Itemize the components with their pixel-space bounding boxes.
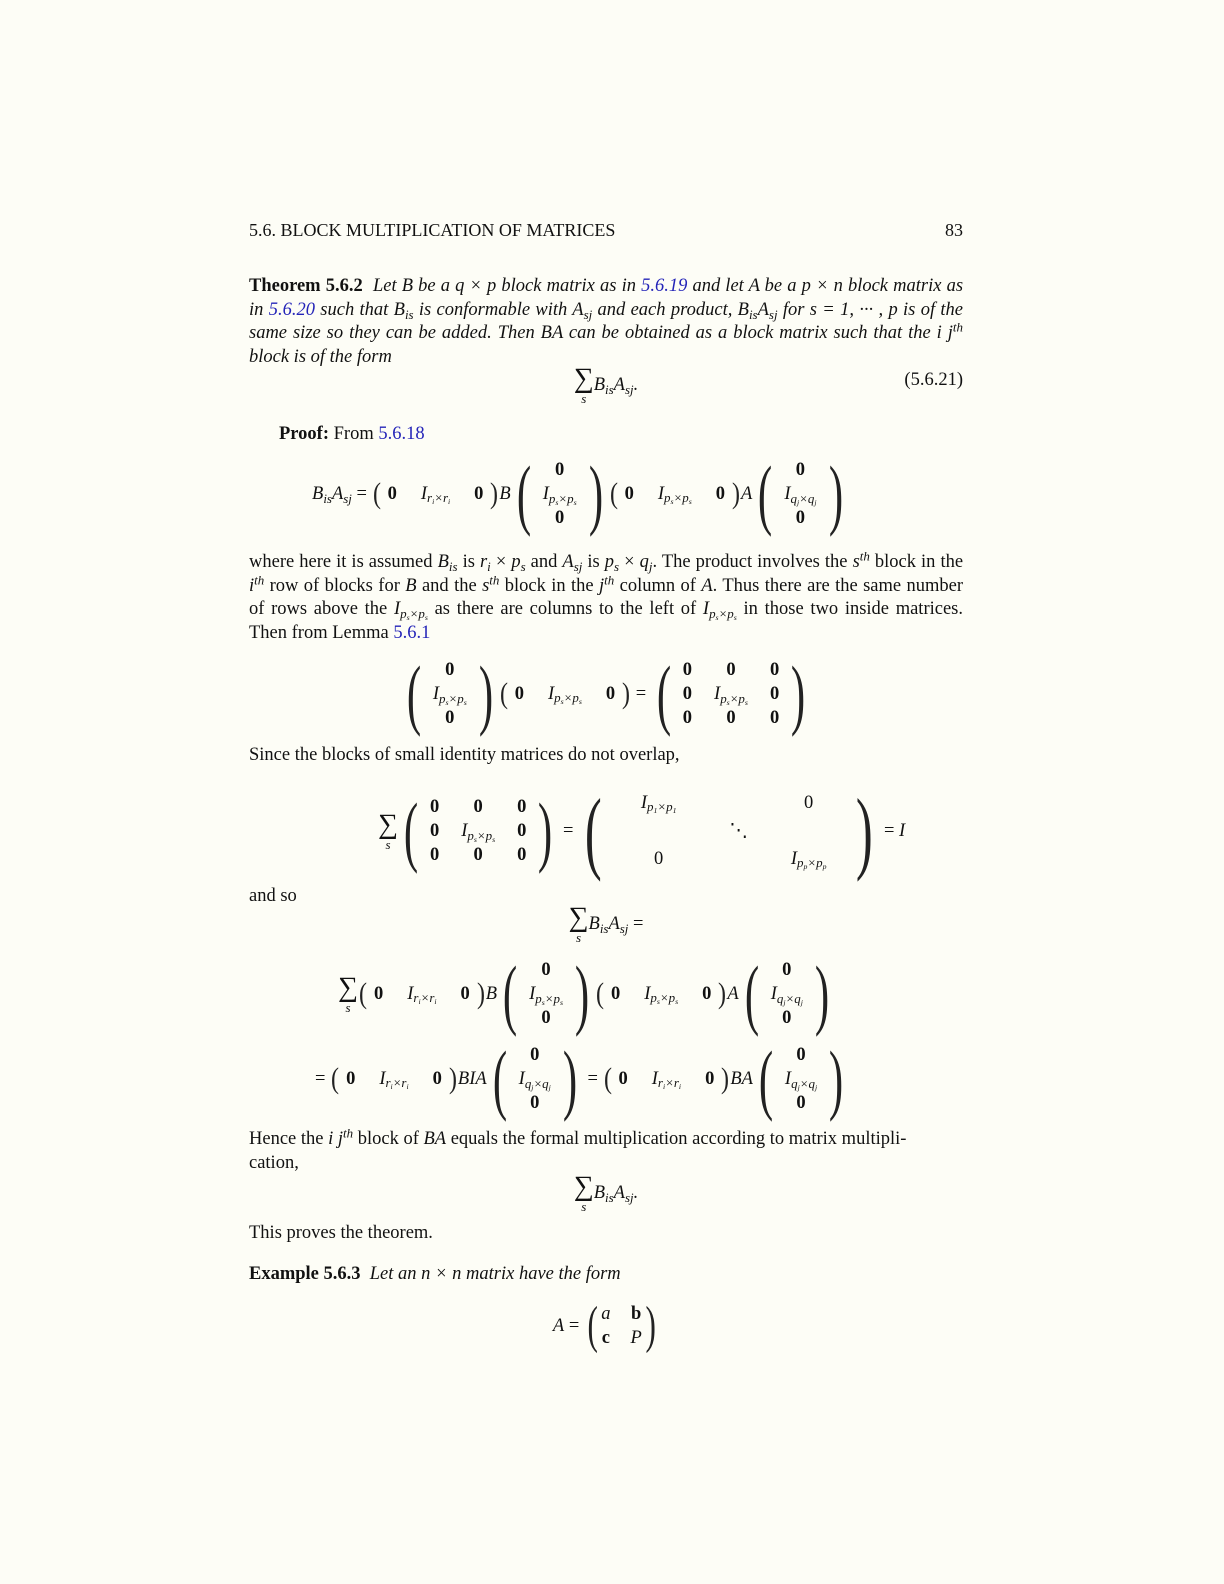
- equation-number: (5.6.21): [904, 370, 963, 390]
- equation-proof-3: = ( 0 $I_{ri\times ri}$ 0 ) BIA ( 0 $I_{qj\times qj}$ 0 ) = ( 0 $I_{ri\times ri}$ 0 ) BA ( 0 $I_{qj\times qj}$ 0 ): [315, 1035, 844, 1122]
- paragraph-and-so: and so: [249, 886, 297, 906]
- proof-line: Proof: From 5.6.18: [279, 424, 425, 444]
- running-header: [249, 220, 963, 241]
- equation-proof-2: ∑ s ( 0 $I_{ri\times ri}$ 0 ) B ( 0 $I_{ps\times ps}$ 0 ) ( 0 $I_{ps\times ps}$ 0 ) A ( 0 $I_{qj\times qj}$ 0 ): [338, 950, 830, 1037]
- equation-proof-1: $B_{is}A_{sj}$ = ( 0 $I_{ri\times ri}$ 0 ) B ( 0 $I_{ps\times ps}$ 0 ) ( 0 $I_{ps\times ps}$ 0 ) A ( 0 $I_{qj\times qj}$ 0 ): [312, 450, 843, 537]
- ref-5-6-20[interactable]: 5.6.20: [268, 299, 315, 320]
- ref-lemma-5-6-1[interactable]: 5.6.1: [393, 622, 431, 643]
- equation-sum-start: ∑ s $B_{is}A_{sj}$ =: [568, 902, 644, 945]
- equation-sum-final: ∑ s $B_{is}A_{sj}$.: [573, 1171, 639, 1214]
- theorem-block: Theorem 5.6.2 Let B be a q × p block matrix as in 5.6.19 and let A be a p × n block matrix as in 5.6.20 such that $B_{is}$ is conformable with $A_{sj}$ and each product, $B_{is}A_{sj}$ for s = 1, ··· , p is of the same size so they can be added. Then BA can be obtained as a block matrix such that the i $j^{th}$ block is of the form: [249, 276, 964, 367]
- paragraph-no-overlap: Since the blocks of small identity matrices do not overlap,: [249, 745, 680, 765]
- example-line: Example 5.6.3 Let an n × n matrix have the form: [249, 1264, 621, 1284]
- equation-example-matrix: A = ( a b c P ): [552, 1297, 656, 1354]
- equation-identity-sum: ∑ s ( 0 0 0 0 $I_{ps\times ps}$ 0 0 0 0 ) = ( $I_{p1\times p1}$ 0 ⋱ 0 $I_{pp\times pp}$ ) = I: [378, 780, 906, 882]
- ref-5-6-18[interactable]: 5.6.18: [378, 424, 425, 444]
- example-label: Example 5.6.3: [249, 1264, 361, 1284]
- paragraph-hence: Hence the i $j^{th}$ block of BA equals the formal multiplication according to matrix multipli- cation,: [249, 1125, 907, 1173]
- section-title: 5.6. BLOCK MULTIPLICATION OF MATRICES: [249, 220, 616, 240]
- paragraph-assumption: where here it is assumed $B_{is}$ is $r_i \times p_s$ and $A_{sj}$ is $p_s \times q_j$. The product involves the $s^{th}$ block in the $i^{th}$ row of blocks for B and the $s^{th}$ block in the $j^{th}$ column of A. Thus there are the same number of rows above the $I_{ps\times ps}$ as there are columns to the left of $I_{ps\times ps}$ in those two inside matrices. Then from Lemma 5.6.1: [249, 548, 964, 643]
- page-number: 83: [945, 220, 963, 240]
- ref-5-6-19[interactable]: 5.6.19: [641, 276, 688, 296]
- theorem-label: Theorem 5.6.2: [249, 276, 363, 296]
- equation-5-6-21: ∑ s $B_{is}A_{sj}$. (5.6.21): [573, 363, 963, 406]
- paragraph-proves: This proves the theorem.: [249, 1223, 433, 1243]
- equation-lemma-product: ( 0 $I_{ps\times ps}$ 0 ) ( 0 $I_{ps\times ps}$ 0 ) = ( 0 0 0 0 $I_{ps\times ps}$ 0 0 0 0 ): [406, 650, 806, 737]
